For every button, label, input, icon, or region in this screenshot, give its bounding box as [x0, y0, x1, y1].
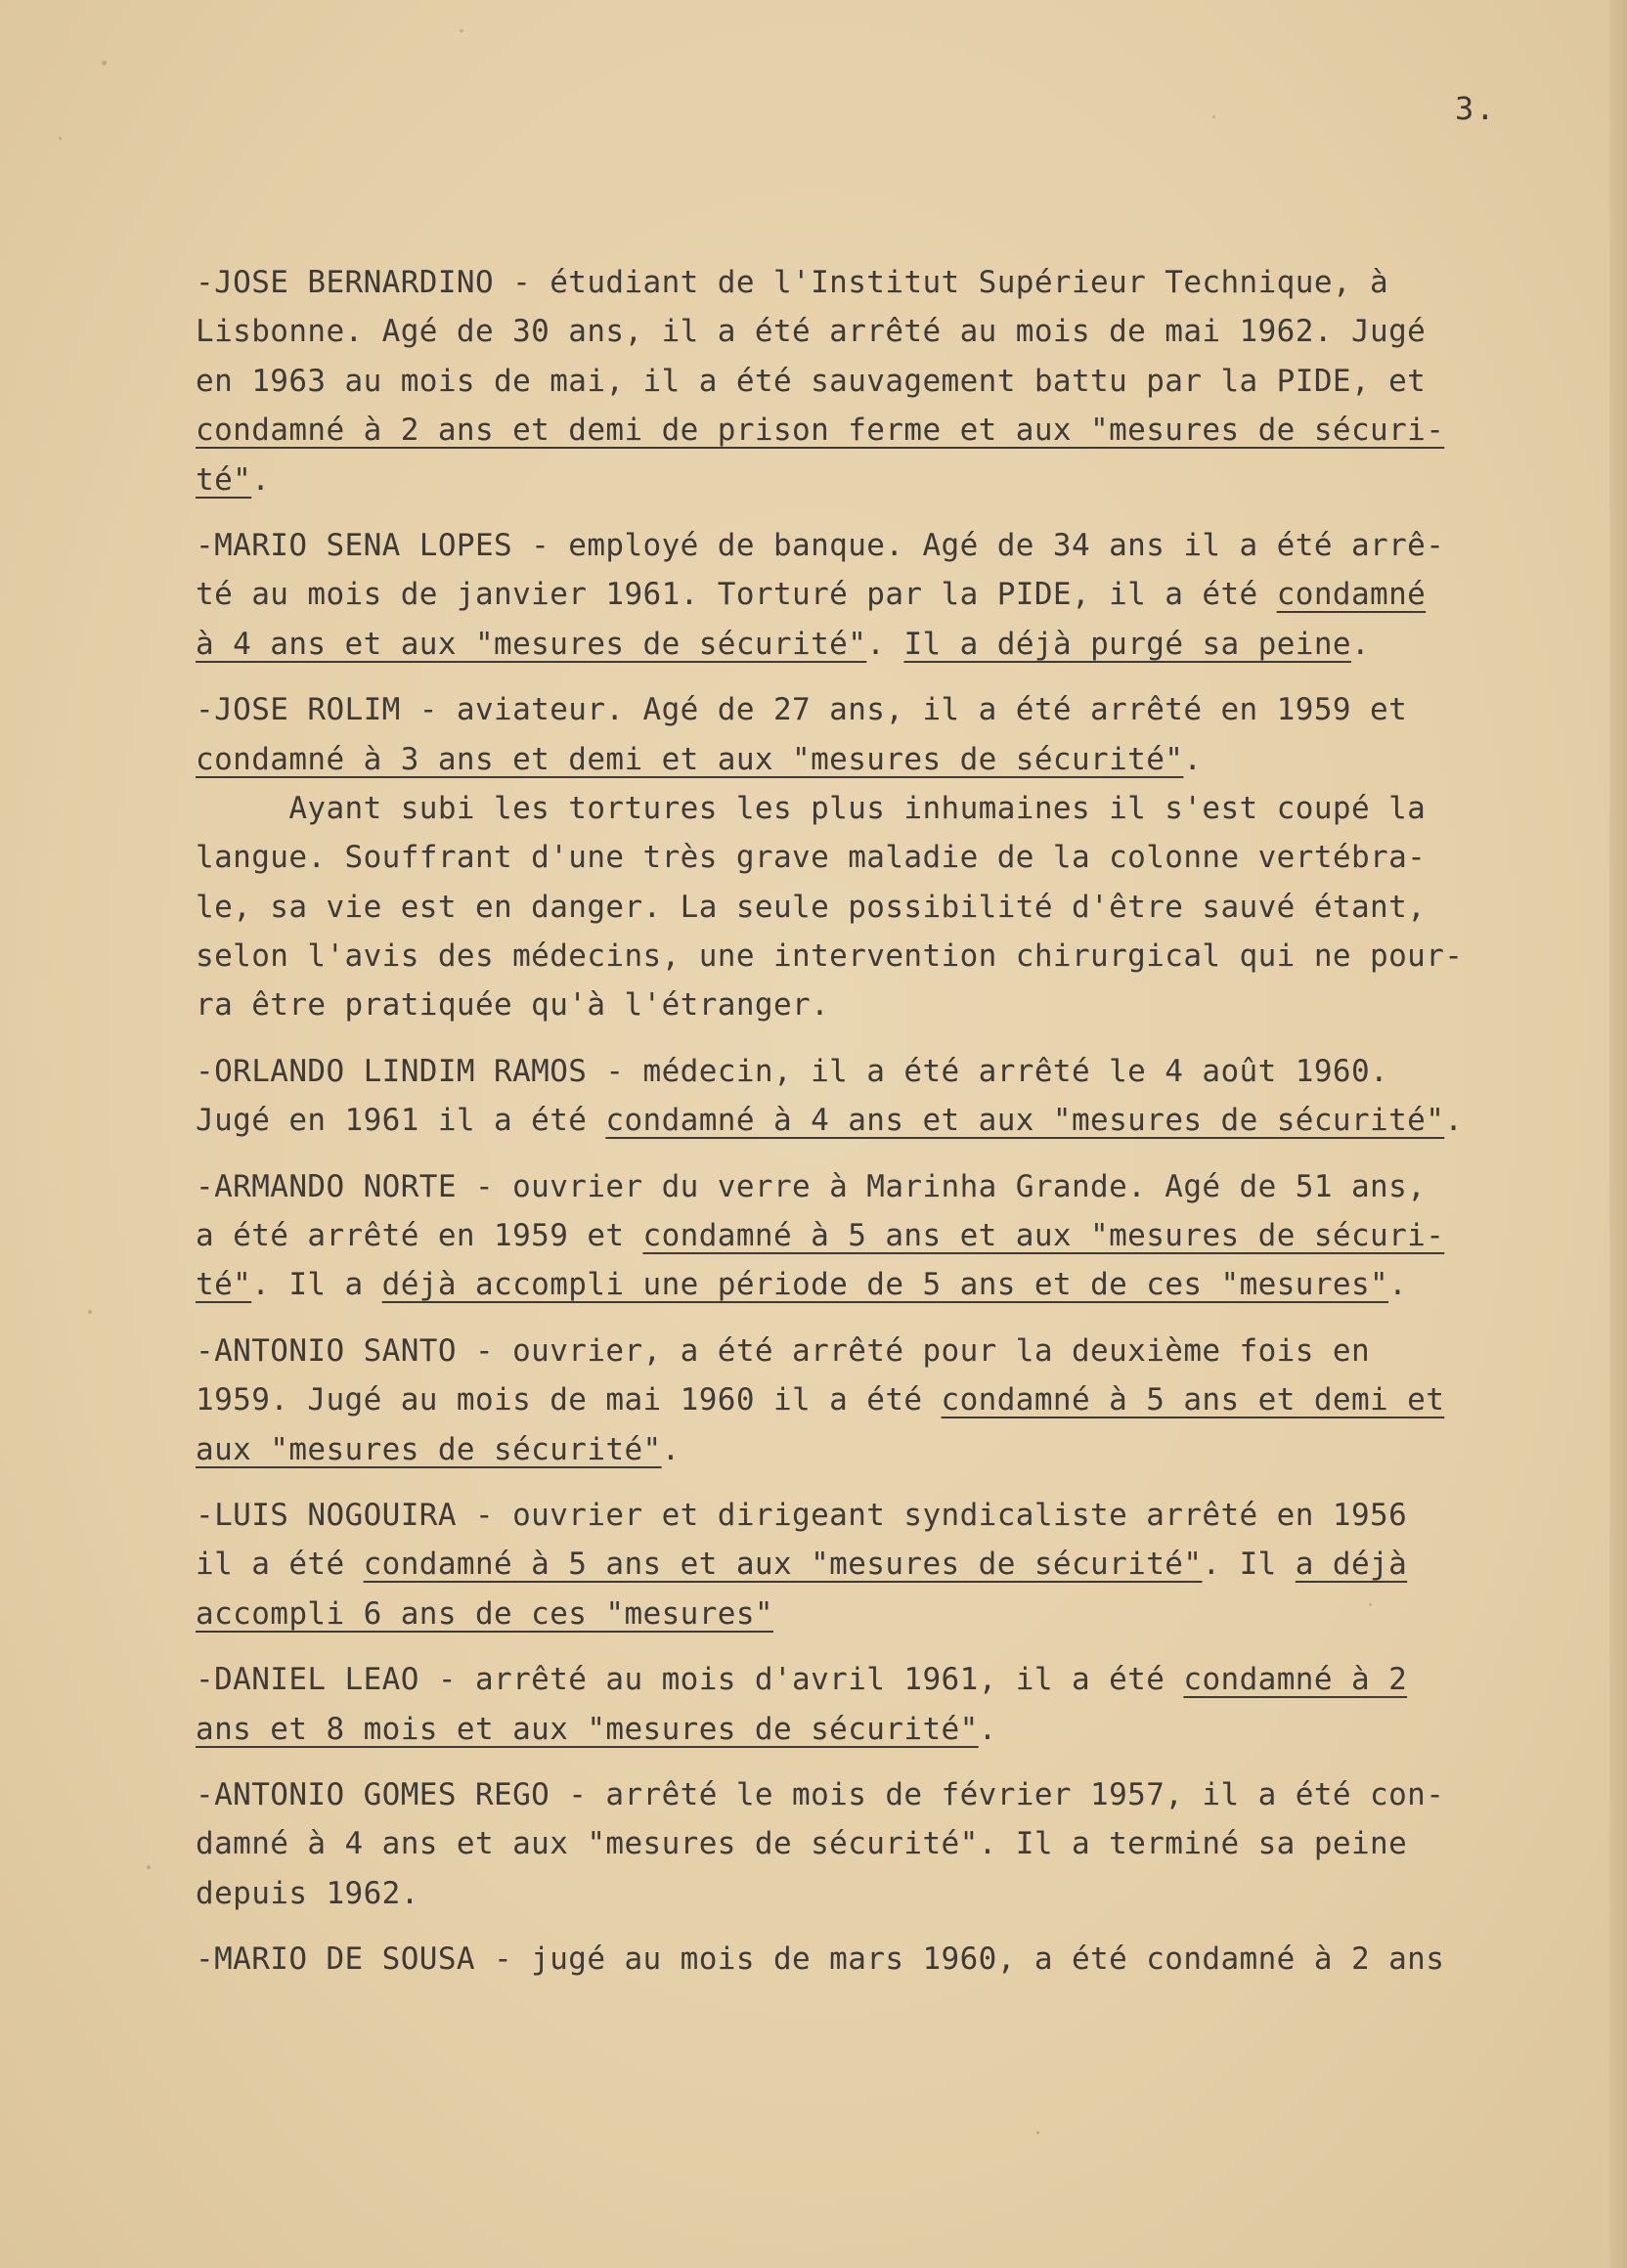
- text-segment: Ayant subi les tortures les plus inhumaines il s'est coupé la: [196, 790, 1427, 826]
- underlined-text: condamné à 5 ans et demi et: [941, 1382, 1445, 1418]
- underlined-text: déjà accompli une période de 5 ans et de ces "mesures": [381, 1267, 1389, 1303]
- text-segment: .: [1350, 626, 1371, 662]
- text-segment: -JOSE ROLIM - aviateur. Agé de 27 ans, il a été arrêté en 1959 et: [196, 692, 1408, 728]
- text-line: [196, 1935, 1545, 1984]
- text-segment: langue. Souffrant d'une très grave maladie de la colonne vertébra-: [196, 840, 1427, 876]
- underlined-text: té": [196, 1267, 252, 1303]
- text-line: [196, 1770, 1545, 1819]
- text-segment: -ANTONIO GOMES REGO - arrêté le mois de février 1957, il a été con-: [196, 1776, 1445, 1812]
- text-line: [196, 1705, 1545, 1754]
- text-segment: .: [1444, 1103, 1464, 1139]
- paper-speck: [1036, 2131, 1039, 2134]
- text-line: [196, 1655, 1545, 1704]
- text-line: [196, 521, 1545, 570]
- text-segment: -MARIO DE SOUSA - jugé au mois de mars 1960, a été condamné à 2 ans: [196, 1941, 1445, 1978]
- text-segment: ra être pratiquée qu'à l'étranger.: [196, 987, 830, 1024]
- underlined-text: à 4 ans et aux "mesures de sécurité": [196, 626, 867, 662]
- underlined-text: condamné à 3 ans et demi et aux "mesures de sécurité": [196, 741, 1184, 777]
- text-line: [196, 981, 1545, 1029]
- underlined-text: aux "mesures de sécurité": [196, 1431, 662, 1467]
- underlined-text: condamné à 4 ans et aux "mesures de sécurité": [605, 1103, 1445, 1139]
- text-segment: .: [866, 626, 904, 662]
- underlined-text: condamné à 2 ans et demi de prison ferme et aux "mesures de sécuri-: [196, 413, 1445, 449]
- text-segment: -ARMANDO NORTE - ouvrier du verre à Marinha Grande. Agé de 51 ans,: [196, 1168, 1427, 1204]
- text-line: [196, 1047, 1545, 1096]
- text-segment: Lisbonne. Agé de 30 ans, il a été arrêté au mois de mai 1962. Jugé: [196, 314, 1427, 350]
- text-segment: le, sa vie est en danger. La seule possibilité d'être sauvé étant,: [196, 889, 1427, 925]
- page-number: 3.: [1455, 90, 1497, 127]
- text-line: [196, 307, 1545, 356]
- text-line: [196, 784, 1545, 833]
- text-line: [196, 1540, 1545, 1589]
- text-segment: .: [978, 1711, 997, 1747]
- paper-edge: [1609, 0, 1627, 2268]
- text-line: [196, 735, 1545, 784]
- text-line: [196, 357, 1545, 406]
- text-line: [196, 932, 1545, 981]
- text-line: [196, 883, 1545, 932]
- paper-speck: [59, 137, 62, 140]
- text-segment: damné à 4 ans et aux "mesures de sécurité". Il a terminé sa peine: [196, 1826, 1408, 1862]
- text-segment: -ORLANDO LINDIM RAMOS - médecin, il a été arrêté le 4 août 1960.: [196, 1053, 1389, 1089]
- paper-speck: [1212, 115, 1215, 118]
- text-line: [196, 1425, 1545, 1474]
- paper-speck: [1369, 1603, 1372, 1606]
- text-segment: selon l'avis des médecins, une intervention chirurgical qui ne pour-: [196, 938, 1464, 975]
- underlined-text: accompli 6 ans de ces "mesures": [196, 1595, 773, 1632]
- underlined-text: condamné à 5 ans et aux "mesures de sécuri-: [642, 1218, 1445, 1254]
- underlined-text: condamné à 2: [1183, 1662, 1408, 1698]
- text-segment: -JOSE BERNARDINO - étudiant de l'Institut Supérieur Technique, à: [196, 265, 1389, 300]
- paper-speck: [88, 1310, 92, 1314]
- text-line: [196, 1162, 1545, 1211]
- text-segment: 1959. Jugé au mois de mai 1960 il a été: [196, 1382, 942, 1418]
- text-segment: . Il a: [251, 1267, 382, 1303]
- text-segment: il a été: [196, 1547, 364, 1583]
- text-line: [196, 406, 1545, 455]
- text-line: [196, 1327, 1545, 1375]
- text-line: [196, 456, 1545, 504]
- underlined-text: condamné: [1276, 577, 1427, 613]
- text-segment: té au mois de janvier 1961. Torturé par la PIDE, il a été: [196, 577, 1277, 613]
- text-line: [196, 685, 1545, 734]
- underlined-text: condamné à 5 ans et aux "mesures de sécurité": [363, 1547, 1203, 1583]
- text-line: [196, 833, 1545, 882]
- text-line: [196, 1491, 1545, 1540]
- underlined-text: Il a déjà purgé sa peine: [903, 626, 1351, 662]
- text-segment: Jugé en 1961 il a été: [196, 1103, 606, 1139]
- text-segment: -DANIEL LEAO - arrêté au mois d'avril 1961, il a été: [196, 1662, 1184, 1698]
- text-segment: -ANTONIO SANTO - ouvrier, a été arrêté pour la deuxième fois en: [196, 1332, 1371, 1369]
- text-segment: -LUIS NOGOUIRA - ouvrier et dirigeant syndicaliste arrêté en 1956: [196, 1497, 1408, 1533]
- text-segment: en 1963 au mois de mai, il a été sauvagement battu par la PIDE, et: [196, 363, 1427, 399]
- text-line: [196, 1590, 1545, 1638]
- underlined-text: a déjà: [1295, 1547, 1408, 1583]
- text-line: [196, 570, 1545, 619]
- text-segment: .: [1183, 741, 1203, 777]
- text-segment: .: [1388, 1267, 1408, 1303]
- text-line: [196, 1211, 1545, 1260]
- underlined-text: ans et 8 mois et aux "mesures de sécurité": [196, 1711, 979, 1747]
- text-segment: a été arrêté en 1959 et: [196, 1218, 643, 1254]
- paper-speck: [102, 61, 107, 65]
- text-line: [196, 1096, 1545, 1145]
- underlined-text: té": [196, 461, 252, 498]
- paper-speck: [147, 1865, 151, 1869]
- text-segment: .: [661, 1431, 681, 1467]
- text-segment: . Il: [1202, 1547, 1296, 1583]
- text-line: [196, 620, 1545, 669]
- text-line: [196, 258, 1545, 307]
- text-line: [196, 1819, 1545, 1868]
- text-line: [196, 1260, 1545, 1309]
- text-line: [196, 1375, 1545, 1424]
- paper-speck: [460, 29, 463, 32]
- typed-body-text: [196, 258, 1545, 1984]
- text-line: [196, 1869, 1545, 1918]
- text-segment: -MARIO SENA LOPES - employé de banque. Agé de 34 ans il a été arrê-: [196, 527, 1445, 563]
- text-segment: depuis 1962.: [196, 1875, 419, 1911]
- text-segment: .: [251, 461, 271, 498]
